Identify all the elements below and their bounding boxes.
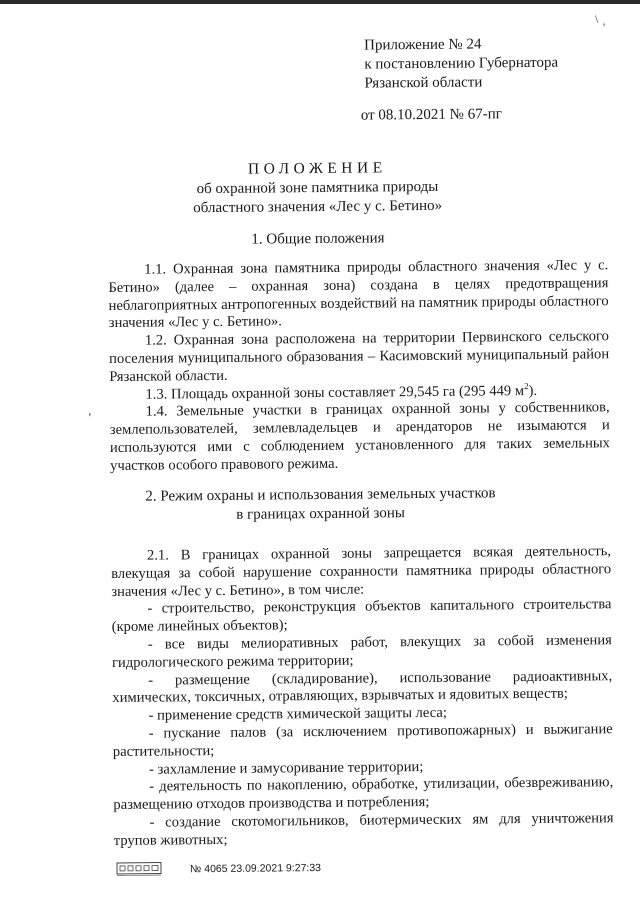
document-title: ПОЛОЖЕНИЕ xyxy=(0,157,637,181)
paragraph: 1.4. Земельные участки в границах охранной зоны у собственников, землепользователей, землевладельцев и арендаторов не изымаются и используются ими с соблюдением установленного для таких земельных участков особого правового режима. xyxy=(110,400,611,476)
scan-mark: \ xyxy=(595,12,598,27)
scan-mark: ' xyxy=(603,20,605,35)
appendix-line: к постановлению Губернатора xyxy=(364,53,604,74)
paragraph: 2.1. В границах охранной зоны запрещается всякая деятельность, влекущая за собой нарушение сохранности памятника природы областного значения «Лес у с. Бетино», в том числе: xyxy=(111,543,611,601)
scan-mark: ʼ xyxy=(88,410,92,425)
list-item: - захламление и замусоривание территории; xyxy=(113,757,613,780)
section-heading xyxy=(0,483,640,527)
section-heading: 1. Общие положения xyxy=(0,227,638,252)
paragraph: 1.2. Охранная зона расположена на территории Первинского сельского поселения муниципального образования – Касимовский муниципальный район Рязанской области. xyxy=(109,328,609,386)
section-heading-line: в границах охранной зоны xyxy=(1,502,640,527)
appendix-block xyxy=(364,34,605,125)
list-item: - деятельность по накоплению, обработке, утилизации, обезвреживанию, размещению отходов производства и потребления; xyxy=(113,775,613,815)
list-item: - пускание палов (за исключением противопожарных) и выжигание растительности; xyxy=(113,721,613,761)
paragraph: 1.1. Охранная зона памятника природы областного значения «Лес у с. Бетино» (далее – охранная зона) создана в целях предотвращения неблагоприятных антропогенных воздействий на памятник природы областного значения «Лес у с. Бетино». xyxy=(108,257,609,333)
document-subtitle xyxy=(0,176,638,220)
registry-stamp-icon xyxy=(116,860,180,877)
section-2-text xyxy=(111,543,614,850)
list-item: - все виды мелиоративных работ, влекущих за собой изменения гидрологического режима территории; xyxy=(112,632,612,672)
list-item: - размещение (складирование), использование радиоактивных, химических, токсичных, отравляющих, взрывчатых и ядовитых веществ; xyxy=(112,668,612,708)
subtitle-line: областного значения «Лес у с. Бетино» xyxy=(0,195,638,220)
list-item: - строительство, реконструкция объектов капитального строительства (кроме линейных объектов); xyxy=(111,597,611,637)
section-1-text xyxy=(108,257,610,475)
paragraph-text: 1.3. Площадь охранной зоны составляет 29,545 га (295 449 м xyxy=(145,383,524,403)
subtitle-line: об охранной зоне памятника природы xyxy=(0,176,638,201)
appendix-line: Приложение № 24 xyxy=(364,34,604,55)
registration-number: № 4065 23.09.2021 9:27:33 xyxy=(190,862,321,875)
appendix-line: Рязанской области xyxy=(364,72,604,93)
section-heading-line: 2. Режим охраны и использования земельных участков xyxy=(0,483,640,508)
document-footer xyxy=(116,856,376,878)
appendix-date: от 08.10.2021 № 67-пг xyxy=(361,104,605,125)
list-item: - создание скотомогильников, биотермических ям для уничтожения трупов животных; xyxy=(113,810,613,850)
paragraph-text: ). xyxy=(529,382,538,398)
list-item: - применение средств химической защиты леса; xyxy=(112,703,612,726)
superscript: 2 xyxy=(524,381,529,391)
